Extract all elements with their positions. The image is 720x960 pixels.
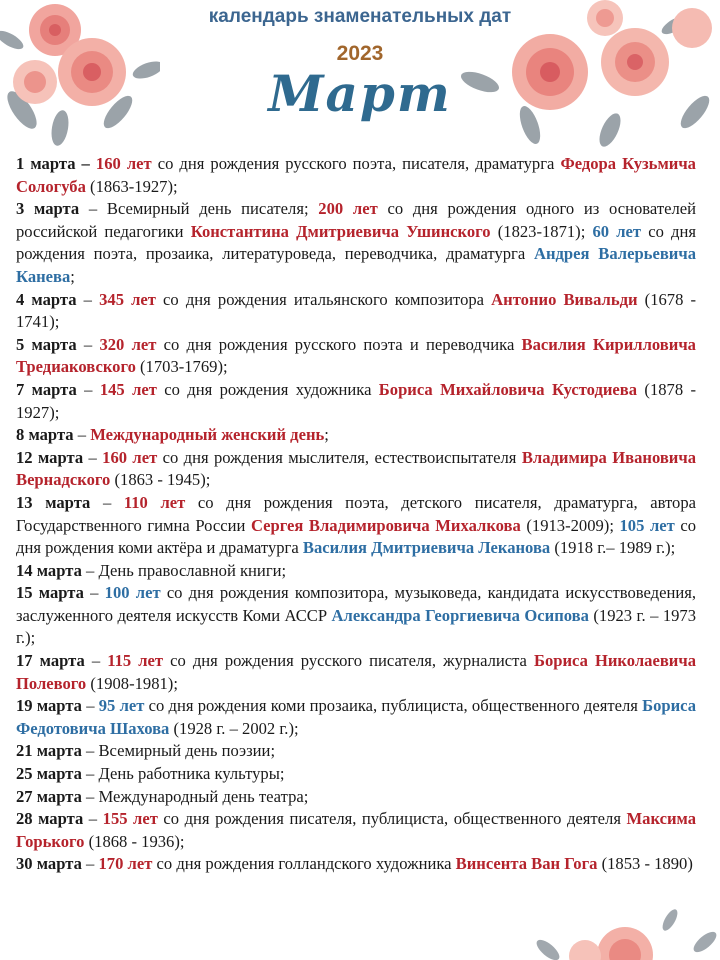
event-highlight: 320 лет [99,334,157,354]
event-highlight: 170 лет [98,854,153,874]
event-entry [16,153,696,198]
event-date: 12 марта [16,447,84,467]
event-highlight: Константина Дмитриевича Ушинского [190,221,491,241]
event-date: 27 марта [16,786,82,806]
event-highlight: 155 лет [102,809,158,829]
event-entry [16,289,696,334]
event-highlight: 345 лет [99,289,156,309]
event-date: 5 марта [16,334,77,354]
event-entry [16,198,696,288]
rose-icon [530,900,720,960]
event-entry [16,582,696,650]
event-text: – [73,425,91,445]
event-date: 30 марта [16,854,82,874]
event-text: со дня рождения поэта, прозаика, литературоведа, переводчика, драматурга [16,221,696,264]
event-text: (1703-1769); [135,357,228,377]
event-entry [16,740,696,763]
event-text: со дня рождения русского поэта и переводчика [156,334,522,354]
event-highlight: Александра Георгиевича Осипова [331,605,589,625]
event-text: (1918 г.– 1989 г.); [550,538,676,558]
event-text: со дня рождения голландского художника [152,854,456,874]
event-text: – Всемирный день поэзии; [81,741,276,761]
event-entry [16,560,696,583]
event-text: со дня рождения художника [156,379,379,399]
event-text: – Всемирный день писателя; [79,199,319,219]
event-text: ; [70,266,75,286]
event-text: – [84,651,108,671]
event-date: 4 марта [16,289,77,309]
event-text: (1823-1871); [490,221,593,241]
event-entry [16,447,696,492]
event-highlight: 115 лет [107,651,164,671]
calendar-year: 2023 [336,42,384,65]
event-entry [16,763,696,786]
event-text: (1913-2009); [520,515,620,535]
event-text: – [83,447,103,467]
event-date: 3 марта [16,199,80,219]
event-text: (1863-1927); [85,176,178,196]
event-highlight: 145 лет [99,379,157,399]
event-highlight: Владимира Ивановича Вернадского [16,447,697,490]
event-entry [16,334,696,379]
event-highlight: Василия Кирилловича Тредиаковского [16,334,696,377]
event-highlight: 105 лет [619,515,675,535]
event-text: со дня рождения русского поэта, писателя, драматурга [151,154,561,173]
event-text: (1853 - 1890) [597,854,693,874]
event-text: – [90,492,124,512]
calendar-header [0,0,720,150]
event-highlight: 160 лет [102,447,158,467]
event-text: (1908-1981); [86,673,178,693]
event-entry [16,650,696,695]
event-entry [16,424,696,447]
event-highlight: Федора Кузьмича Сологуба [16,154,696,196]
event-highlight: 100 лет [104,583,161,603]
event-date: 15 марта [16,583,84,603]
event-text: со дня рождения коми прозаика, публициста, общественного деятеля [144,696,643,716]
event-entry [16,853,696,876]
event-text: со дня рождения мыслителя, естествоиспытателя [157,447,522,467]
event-highlight: 200 лет [318,199,378,219]
event-text: – Международный день театра; [81,786,309,806]
calendar-subtitle: календарь знаменательных дат [208,6,512,27]
event-text: – [76,334,100,354]
event-text: со дня рождения одного из основателей российской педагогики [16,199,696,241]
event-date: 19 марта [16,696,82,716]
event-text: (1868 - 1936); [84,831,185,851]
event-date: 14 марта [16,560,82,580]
event-text: со дня рождения композитора, музыковеда, кандидата искусствоведения, заслуженного деятеля искусств Коми АССР [16,583,697,625]
event-text: со дня рождения поэта, детского писателя, драматурга, автора Государственного гимна России [16,492,697,535]
event-text: (1863 - 1945); [110,470,211,490]
event-text: со дня рождения русского писателя, журналиста [163,651,534,671]
event-highlight: Антонио Вивальди [491,289,638,309]
event-text: – [83,583,105,603]
event-entry [16,808,696,853]
event-text: (1923 г. – 1973 г.); [16,605,697,648]
event-highlight: Бориса Николаевича Полевого [16,651,696,693]
event-text: – День православной книги; [81,560,287,580]
event-entry [16,786,696,809]
event-text: ; [324,425,329,445]
event-text: – День работника культуры; [81,764,285,784]
event-highlight: Бориса Федотовича Шахова [16,696,697,738]
event-date: 28 марта [16,809,84,829]
event-date: 8 марта [16,425,74,445]
event-entry [16,695,696,740]
event-text: – [81,696,99,716]
event-text: со дня рождения коми актёра и драматурга [16,515,696,558]
event-highlight: Андрея Валерьевича Канева [16,244,696,286]
event-highlight: Международный женский день [90,425,325,445]
event-highlight: 60 лет [592,221,642,241]
event-date: 25 марта [16,764,82,784]
event-highlight: Василия Дмитриевича Леканова [302,538,551,558]
event-highlight: 95 лет [98,696,145,716]
event-text: – [76,379,100,399]
event-text: со дня рождения писателя, публициста, общественного деятеля [157,809,627,829]
event-highlight: Бориса Михайловича Кустодиева [378,379,638,399]
event-date: 7 марта [16,379,77,399]
event-highlight: Сергея Владимировича Михалкова [250,515,521,535]
event-text: со дня рождения итальянского композитора [155,289,492,309]
event-highlight: 110 лет [123,492,186,512]
event-highlight: Максима Горького [16,809,697,851]
event-text: – [83,809,103,829]
event-text: – [81,854,99,874]
event-text: (1878 - 1927); [16,379,697,422]
event-date: 17 марта [16,651,85,671]
event-highlight: 160 лет [95,154,152,173]
event-highlight: Винсента Ван Гога [455,854,598,874]
event-list [16,153,696,876]
event-text: (1678 - 1741); [16,289,697,332]
calendar-month-title: Март [268,64,452,123]
event-date: 1 марта – [16,154,90,173]
event-entry [16,379,696,424]
event-date: 21 марта [16,741,82,761]
event-text: – [76,289,100,309]
event-text: (1928 г. – 2002 г.); [169,718,299,738]
event-date: 13 марта [16,492,91,512]
event-entry [16,492,696,560]
